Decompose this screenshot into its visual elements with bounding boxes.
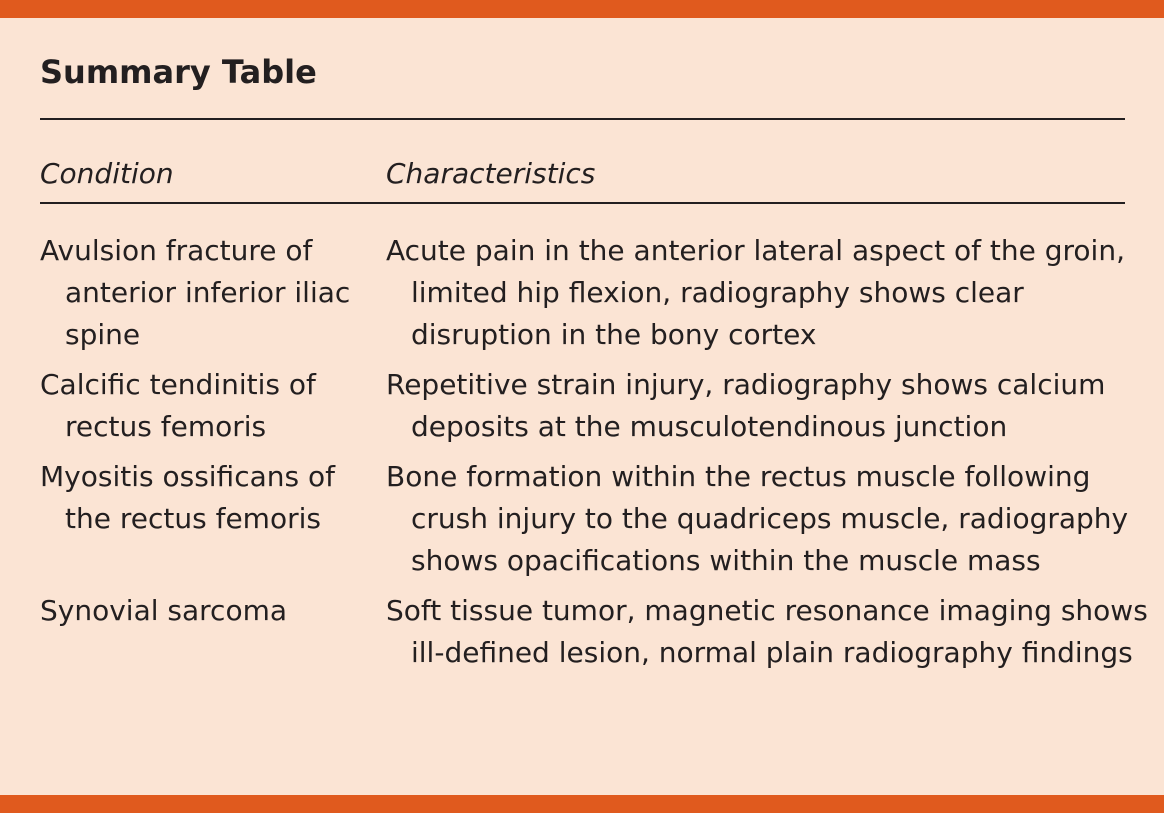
characteristics-cell: Soft tissue tumor, magnetic resonance imaging shows ill-defined lesion, normal plain radiography findings [386,594,1148,669]
table-row [40,364,1130,448]
characteristics-cell: Repetitive strain injury, radiography shows calcium deposits at the musculotendinous junction [386,368,1106,443]
column-header-condition: Condition [40,157,174,190]
header-divider [40,202,1125,204]
top-accent-bar [0,0,1164,18]
condition-cell: Calcific tendinitis of rectus femoris [40,368,316,443]
table-body [40,230,1148,682]
table-title: Summary Table [40,53,317,91]
table-row [40,230,1130,356]
condition-cell: Synovial sarcoma [40,594,288,627]
column-header-characteristics: Characteristics [386,157,596,190]
characteristics-cell: Bone formation within the rectus muscle following crush injury to the quadriceps muscle, radiography shows opacifications within the muscle mass [386,460,1129,577]
characteristics-cell: Acute pain in the anterior lateral aspect of the groin, limited hip flexion, radiography shows clear disruption in the bony cortex [386,234,1125,351]
condition-cell: Avulsion fracture of anterior inferior iliac spine [40,234,351,351]
bottom-accent-bar [0,795,1164,813]
title-divider [40,118,1125,120]
table-row [40,590,1148,674]
condition-cell: Myositis ossificans of the rectus femoris [40,460,335,535]
table-row [40,456,1130,582]
